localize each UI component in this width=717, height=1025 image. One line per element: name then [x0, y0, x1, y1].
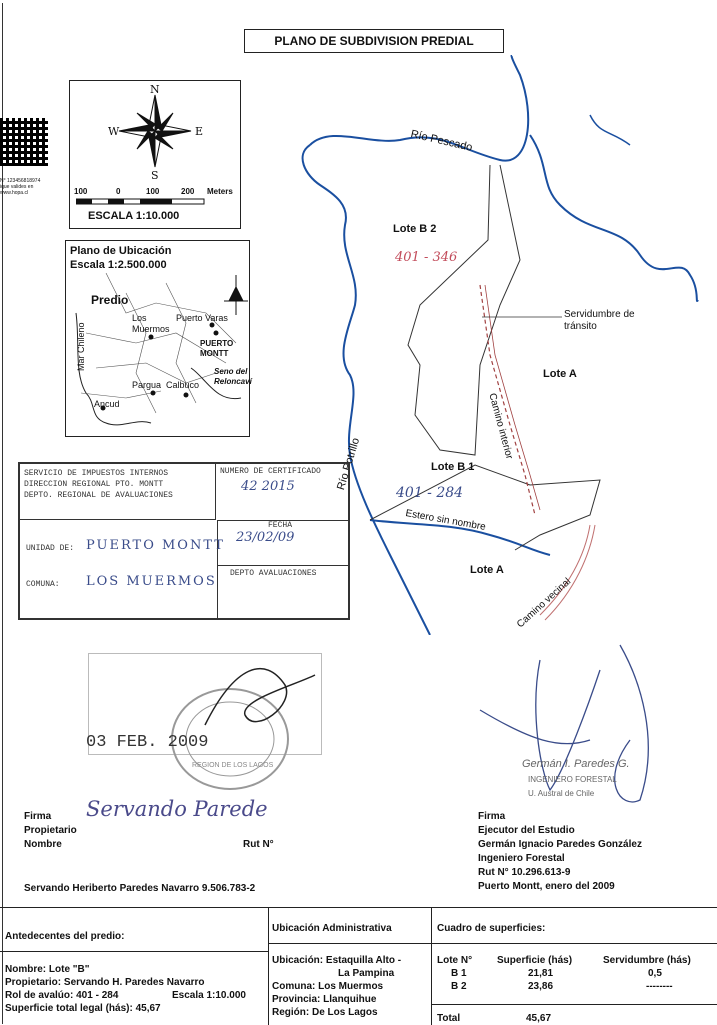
label-lote-b1: Lote B 1	[431, 461, 475, 473]
label-camino-interior: Camino interior	[486, 392, 515, 461]
compass-west: W	[108, 125, 120, 138]
seal-text: REGION DE LOS LAGOS	[192, 762, 274, 769]
label-lote-a-top: Lote A	[543, 368, 577, 380]
stamp-unidad-label: UNIDAD DE:	[26, 544, 75, 553]
label-ejecutor: Ejecutor del Estudio	[478, 825, 575, 836]
cuadro-col-servidumbre: Servidumbre (hás)	[603, 955, 691, 966]
label-propietario: Propietario	[24, 825, 77, 836]
loc-pargua: Pargua	[132, 380, 162, 390]
scale-label: ESCALA 1:10.000	[88, 210, 180, 222]
loc-seno: Seno del Reloncaví	[214, 367, 252, 386]
stamp-comuna-label: COMUNA:	[26, 580, 60, 589]
cuadro-cell: 23,86	[528, 981, 554, 992]
stamp-line: DEPTO. REGIONAL DE AVALUACIONES	[24, 491, 173, 500]
owner-signature: Servando Parede	[86, 797, 268, 821]
ubicacion-value-2: La Pampina	[338, 968, 395, 979]
antecedentes-header: Antedecentes del predio:	[5, 931, 125, 942]
loc-ancud: Ancud	[94, 399, 120, 409]
cuadro-cell: --------	[646, 981, 673, 992]
compass-north: N	[150, 83, 160, 96]
info-table	[0, 907, 717, 1025]
scale-tick: 0	[116, 187, 121, 196]
cuadro-header: Cuadro de superficies:	[437, 923, 546, 934]
compass-south: S	[151, 169, 159, 182]
stamp-comuna-value: LOS MUERMOS	[86, 574, 217, 589]
rol-b1-handwritten: 401 - 284	[396, 485, 464, 501]
compass-east: E	[195, 125, 204, 138]
location-map-scale: Escala 1:2.500.000	[70, 259, 167, 271]
ubicacion-col	[268, 908, 432, 1025]
label-firma: Firma	[24, 811, 52, 822]
location-map-title: Plano de Ubicación	[70, 245, 172, 257]
cuadro-col-lote: Lote N°	[437, 955, 473, 966]
cuadro-total-value: 45,67	[526, 1013, 552, 1024]
label-rut: Rut N°	[243, 839, 274, 850]
stamp-cert-label: NUMERO DE CERTIFICADO	[220, 467, 321, 476]
scale-tick: Meters	[207, 187, 233, 196]
subdivision-map	[290, 55, 717, 635]
location-map	[65, 240, 250, 437]
loc-puerto-montt: PUERTO MONTT	[200, 339, 234, 358]
label-estero: Estero sin nombre	[404, 508, 487, 533]
scale-bar	[76, 198, 206, 206]
engineer-stamp-univ: U. Austral de Chile	[528, 789, 595, 798]
scale-tick: 100	[146, 187, 160, 196]
stamp-line: DIRECCION REGIONAL PTO. MONTT	[24, 480, 164, 489]
label-camino-vecinal: Camino vecinal	[515, 576, 574, 631]
stamp-unidad-value: PUERTO MONTT	[86, 538, 225, 553]
engineer-stamp-title: INGENIERO FORESTAL	[528, 775, 617, 784]
notary-signature	[195, 645, 335, 755]
cuadro-cell: 21,81	[528, 968, 554, 979]
stamp-line: SERVICIO DE IMPUESTOS INTERNOS	[24, 469, 169, 478]
cuadro-total-label: Total	[437, 1013, 461, 1024]
qr-caption-line: N° 123456818974	[0, 178, 41, 184]
ubicacion-header: Ubicación Administrativa	[272, 923, 392, 934]
qr-code	[0, 118, 48, 166]
scale-tick: 100	[74, 187, 88, 196]
sii-stamp	[18, 462, 350, 620]
predio-propietario: Propietario: Servando H. Paredes Navarro	[5, 977, 205, 988]
scale-tick: 200	[181, 187, 195, 196]
engineer-stamp-name: Germán I. Paredes G.	[522, 758, 630, 770]
compass-box	[69, 80, 241, 229]
engineer-title: Ingeniero Forestal	[478, 853, 565, 864]
predio-superficie: Superficie total legal (hás): 45,67	[5, 1003, 161, 1014]
engineer-place-date: Puerto Montt, enero del 2009	[478, 881, 615, 892]
loc-los-muermos: Los Muermos	[132, 313, 170, 334]
ubicacion-value: Ubicación: Estaquilla Alto -	[272, 955, 402, 966]
loc-puerto-varas: Puerto Varas	[176, 313, 228, 323]
owner-signature-block	[24, 810, 77, 852]
predio-rol: Rol de avalúo: 401 - 284	[5, 990, 119, 1001]
label-servidumbre: Servidumbre de tránsito	[564, 309, 635, 332]
cuadro-cell: B 2	[451, 981, 467, 992]
predio-escala: Escala 1:10.000	[172, 990, 246, 1001]
predio-nombre: Nombre: Lote "B"	[5, 964, 90, 975]
stamp-fecha-label: FECHA	[268, 521, 293, 530]
stamp-fecha-value: 23/02/09	[236, 530, 295, 545]
cuadro-col	[431, 908, 717, 1025]
date-stamp: 03 FEB. 2009	[86, 733, 209, 752]
loc-mar-chileno: Mar Chileno	[76, 322, 86, 371]
label-firma: Firma	[478, 811, 506, 822]
ubicacion-region: Región: De Los Lagos	[272, 1007, 378, 1018]
qr-caption-line: ique valides en	[0, 184, 34, 190]
cuadro-col-superficie: Superficie (hás)	[497, 955, 573, 966]
loc-calbuco: Calbuco	[166, 380, 200, 390]
label-rio-potrillo: Río Potrillo	[335, 436, 363, 492]
loc-predio: Predio	[91, 293, 129, 307]
engineer-signature-block	[478, 810, 642, 894]
qr-caption-line: www.hopa.cl	[0, 190, 29, 196]
ubicacion-comuna: Comuna: Los Muermos	[272, 981, 384, 992]
stamp-cert-value: 42 2015	[241, 479, 295, 494]
owner-full-name: Servando Heriberto Paredes Navarro 9.506.783-2	[24, 883, 256, 894]
cuadro-cell: B 1	[451, 968, 467, 979]
ubicacion-provincia: Provincia: Llanquihue	[272, 994, 377, 1005]
label-lote-b2: Lote B 2	[393, 223, 437, 235]
antecedentes-col	[0, 908, 269, 1025]
engineer-name: Germán Ignacio Paredes González	[478, 839, 642, 850]
engineer-rut: Rut N° 10.296.613-9	[478, 867, 571, 878]
stamp-depto-label: DEPTO AVALUACIONES	[230, 569, 317, 578]
label-rio-pescado: Río Pescado	[409, 128, 474, 154]
qr-caption	[0, 178, 60, 196]
cuadro-cell: 0,5	[648, 968, 662, 979]
rol-b2-handwritten: 401 - 346	[395, 250, 458, 265]
page-title: PLANO DE SUBDIVISION PREDIAL	[244, 29, 504, 53]
label-nombre: Nombre	[24, 839, 62, 850]
label-lote-a-bottom: Lote A	[470, 564, 504, 576]
